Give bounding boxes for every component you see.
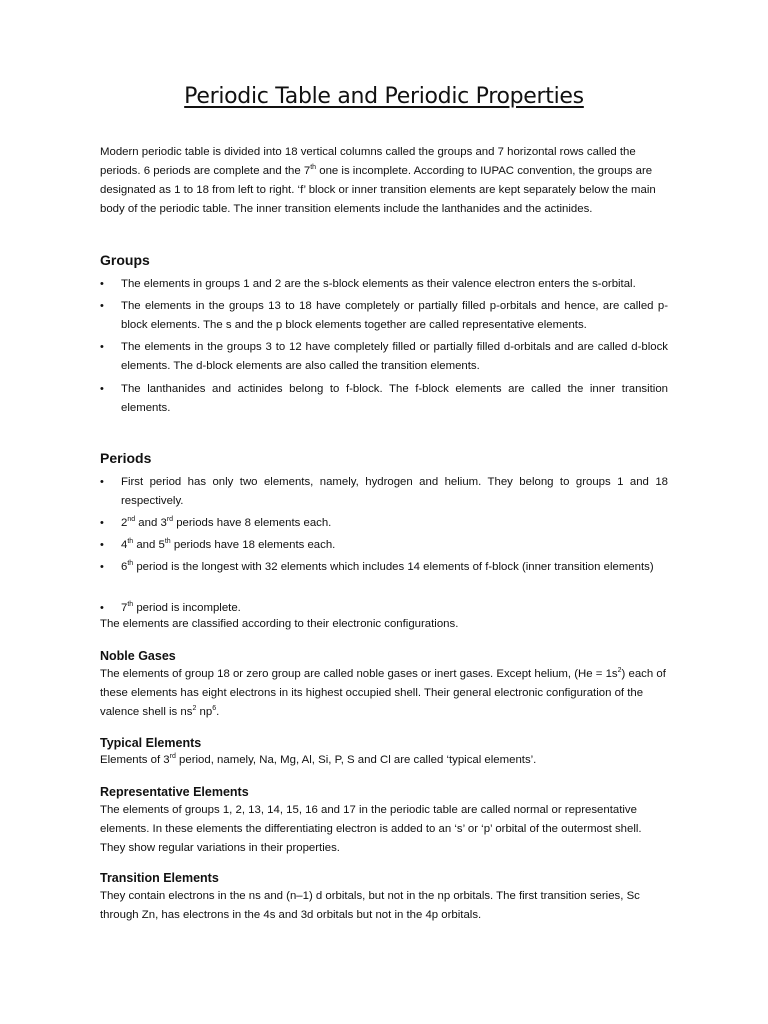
periods-item-text: First period has only two elements, namely, hydrogen and helium. They belong to groups 1 and 18 respectively. [121, 476, 668, 507]
typical-elements-heading: Typical Elements [100, 736, 202, 750]
noble-gases-text: np [196, 706, 213, 718]
ordinal-superscript: nd [127, 516, 136, 523]
groups-item-text: The elements in the groups 13 to 18 have completely or partially filled p-orbitals and hence, are called p-block elements. The s and the p block elements together are called representative elements. [121, 300, 668, 331]
periods-heading: Periods [100, 450, 152, 466]
groups-item-text: The lanthanides and actinides belong to f-block. The f-block elements are called the inner transition elements. [121, 383, 668, 414]
periods-list-item [100, 514, 668, 533]
noble-gases-heading: Noble Gases [100, 649, 176, 663]
noble-gases-text: The elements of group 18 or zero group are called noble gases or inert gases. Except helium, (He = 1s [100, 668, 618, 680]
period-number: and 3 [135, 517, 167, 529]
transition-elements-heading: Transition Elements [100, 871, 219, 885]
bullet-icon: • [100, 341, 104, 353]
groups-list-item [100, 275, 668, 294]
period-number: 7 [121, 602, 128, 614]
periods-item-text: period is the longest with 32 elements which includes 14 elements of f-block (inner transition elements) [133, 561, 654, 573]
typical-elements-text: Elements of 3 [100, 754, 170, 766]
periods-list-item [100, 558, 668, 577]
periods-item-text: period is incomplete. [133, 602, 241, 614]
groups-item-text: The elements in the groups 3 to 12 have completely filled or partially filled d-orbitals and are called d-block elements. The d-block elements are also called the transition elements. [121, 341, 668, 372]
intro-text-part1: Modern periodic table is divided into 18 vertical columns called the groups and 7 horizontal rows called the periods. 6 periods are complete and the 7 [100, 146, 636, 177]
period-number: and 5 [133, 539, 165, 551]
superscript: 6 [212, 705, 217, 712]
page-title: Periodic Table and Periodic Properties [184, 84, 584, 109]
ordinal-superscript: th [127, 538, 134, 545]
ordinal-superscript: rd [166, 516, 174, 523]
periods-list-item [100, 473, 668, 511]
groups-heading: Groups [100, 252, 150, 268]
bullet-icon: • [100, 539, 104, 551]
bullet-icon: • [100, 300, 104, 312]
bullet-icon: • [100, 561, 104, 573]
ordinal-superscript: rd [169, 753, 176, 760]
period-number: 6 [121, 561, 128, 573]
intro-superscript: th [310, 164, 317, 171]
intro-text-part2: one is incomplete. According to IUPAC convention, the groups are designated as 1 to 18 from left to right. ‘f’ block or inner transition elements are kept separately below the main body of the periodic table. The inner transition elements include the lanthanides and the actinides. [100, 165, 656, 215]
superscript: 2 [192, 705, 197, 712]
classification-note: The elements are classified according to their electronic configurations. [100, 618, 459, 630]
typical-elements-paragraph [100, 751, 668, 770]
typical-elements-text: period, namely, Na, Mg, Al, Si, P, S and Cl are called ‘typical elements’. [175, 754, 537, 766]
periods-list-item [100, 536, 668, 555]
superscript: 2 [617, 667, 622, 674]
ordinal-superscript: th [127, 601, 134, 608]
periods-item-text: periods have 18 elements each. [170, 539, 336, 551]
bullet-icon: • [100, 476, 104, 488]
groups-list-item [100, 380, 668, 418]
bullet-icon: • [100, 383, 104, 395]
period-number: 2 [121, 517, 128, 529]
noble-gases-paragraph [100, 665, 668, 722]
intro-paragraph [100, 143, 668, 219]
representative-elements-heading: Representative Elements [100, 785, 249, 799]
representative-elements-paragraph: The elements of groups 1, 2, 13, 14, 15, 16 and 17 in the periodic table are called normal or representative elements. In these elements the differentiating electron is added to an ‘s’ or ‘p’ orbital of the outermost shell. They show regular variations in their properties. [100, 804, 642, 854]
groups-list-item [100, 297, 668, 335]
groups-item-text: The elements in groups 1 and 2 are the s-block elements as their valence electron enters the s-orbital. [121, 278, 636, 290]
periods-item-text: periods have 8 elements each. [173, 517, 332, 529]
bullet-icon: • [100, 278, 104, 290]
period-number: 4 [121, 539, 128, 551]
ordinal-superscript: th [164, 538, 171, 545]
noble-gases-text: . [216, 706, 220, 718]
noble-gases-text: ) each of these elements has eight electrons in its highest occupied shell. Their general electronic configuration of the valence shell is ns [100, 668, 666, 718]
ordinal-superscript: th [127, 560, 134, 567]
transition-elements-paragraph: They contain electrons in the ns and (n–1) d orbitals, but not in the np orbitals. The first transition series, Sc through Zn, has electrons in the 4s and 3d orbitals but not in the 4p orbitals. [100, 890, 640, 921]
bullet-icon: • [100, 517, 104, 529]
bullet-icon: • [100, 602, 104, 614]
groups-list-item [100, 338, 668, 376]
